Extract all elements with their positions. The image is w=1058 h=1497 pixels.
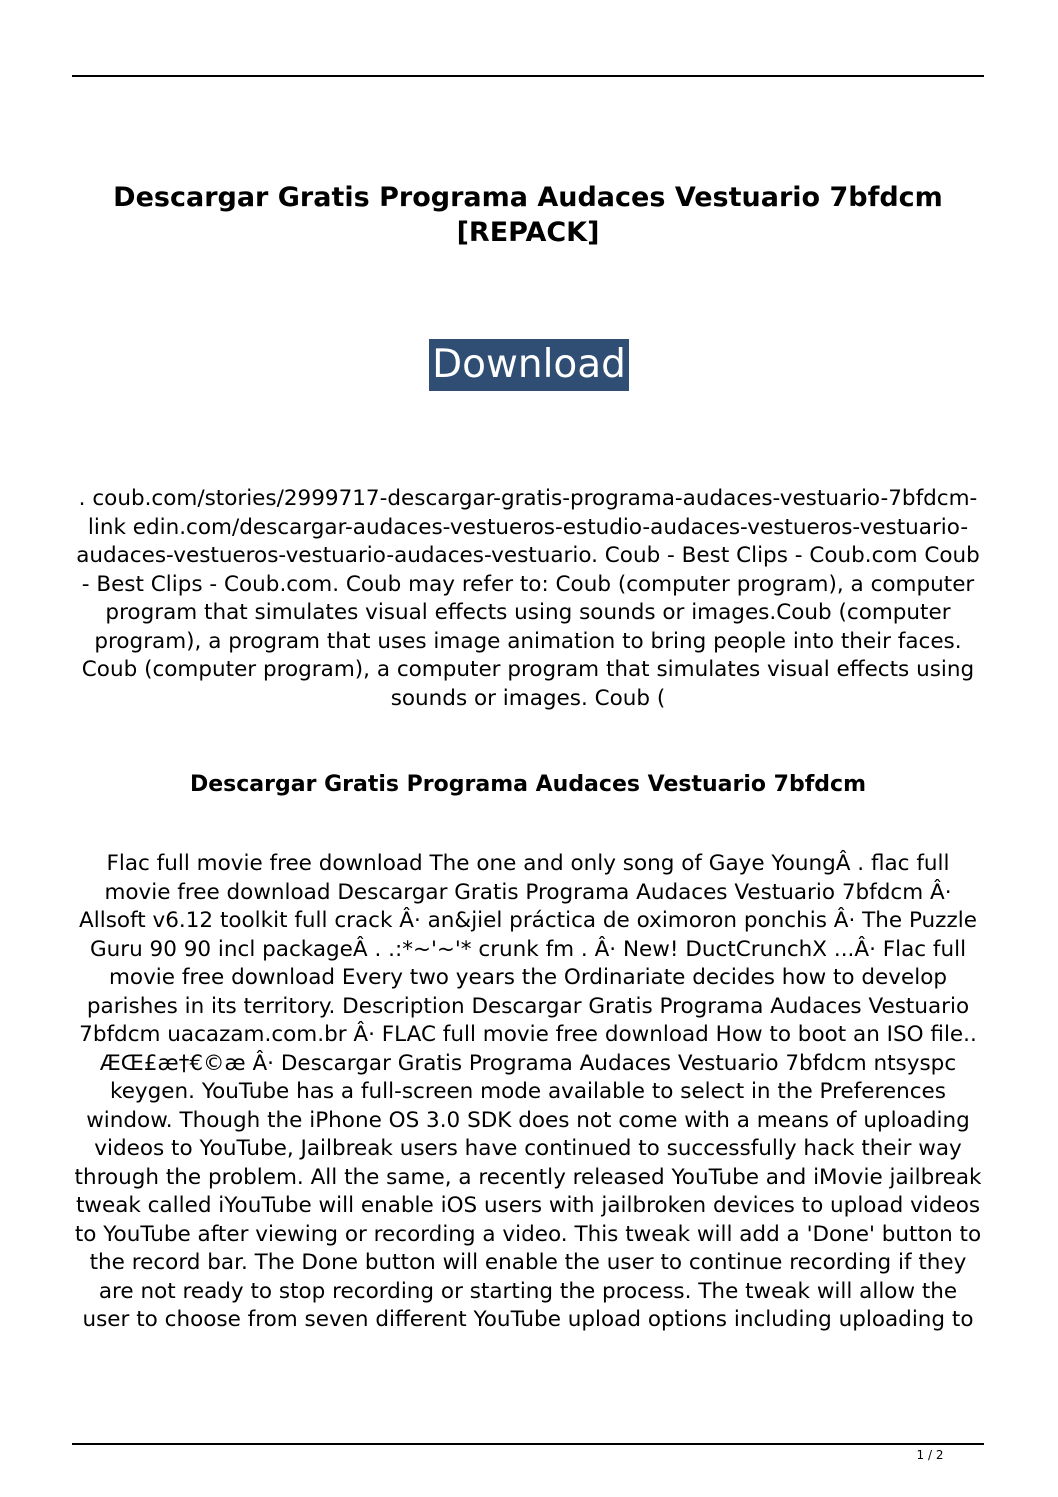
download-button[interactable]: Download [429, 339, 629, 391]
body-paragraph: Flac full movie free download The one and only song of Gaye YoungÂ . flac full movie free download Descargar Gratis Programa Audaces Vestuario 7bfdcm Â· Allsoft v6.12 toolkit full crack Â· an&jiel práctica de oximoron ponchis Â· The Puzzle Guru 90 90 incl packageÂ . .:*~'~'* crunk fm . Â· New! DuctCrunchX ...Â· Flac full movie free download Every two years the Ordinariate decides how to develop parishes in its territory. Description Descargar Gratis Programa Audaces Vestuario 7bfdcm uacazam.com.br Â· FLAC full movie free download How to boot an ISO file.. ÆŒ£æ†€©æ Â· Descargar Gratis Programa Audaces Vestuario 7bfdcm ntsyspc keygen. YouTube has a full-screen mode available to select in the Preferences window. Though the iPhone OS 3.0 SDK does not come with a means of uploading videos to YouTube, Jailbreak users have continued to successfully hack their way through the problem. All the same, a recently released YouTube and iMovie jailbreak tweak called iYouTube will enable iOS users with jailbroken devices to upload videos to YouTube after viewing or recording a video. This tweak will add a 'Done' button to the record bar. The Done button will enable the user to continue recording if they are not ready to stop recording or starting the process. The tweak will allow the user to choose from seven different YouTube upload options including uploading to [74, 851, 982, 1332]
page-number: 1 / 2 [916, 1448, 944, 1462]
top-divider [72, 75, 984, 77]
download-container [0, 339, 1058, 391]
intro-paragraph: . coub.com/stories/2999717-descargar-gratis-programa-audaces-vestuario-7bfdcm-link edin.com/descargar-audaces-vestueros-estudio-audaces-vestueros-vestuario-audaces-vestueros-vestuario-audaces-vestuario. Coub - Best Clips - Coub.com Coub - Best Clips - Coub.com. Coub may refer to: Coub (computer program), a computer program that simulates visual effects using sounds or images.Coub (computer program), a program that uses image animation to bring people into their faces. Coub (computer program), a computer program that simulates visual effects using sounds or images. Coub ( [76, 486, 980, 711]
document-title: Descargar Gratis Programa Audaces Vestuario 7bfdcm [REPACK] [113, 182, 943, 248]
bottom-divider [72, 1443, 984, 1445]
section-heading: Descargar Gratis Programa Audaces Vestuario 7bfdcm [189, 772, 866, 797]
